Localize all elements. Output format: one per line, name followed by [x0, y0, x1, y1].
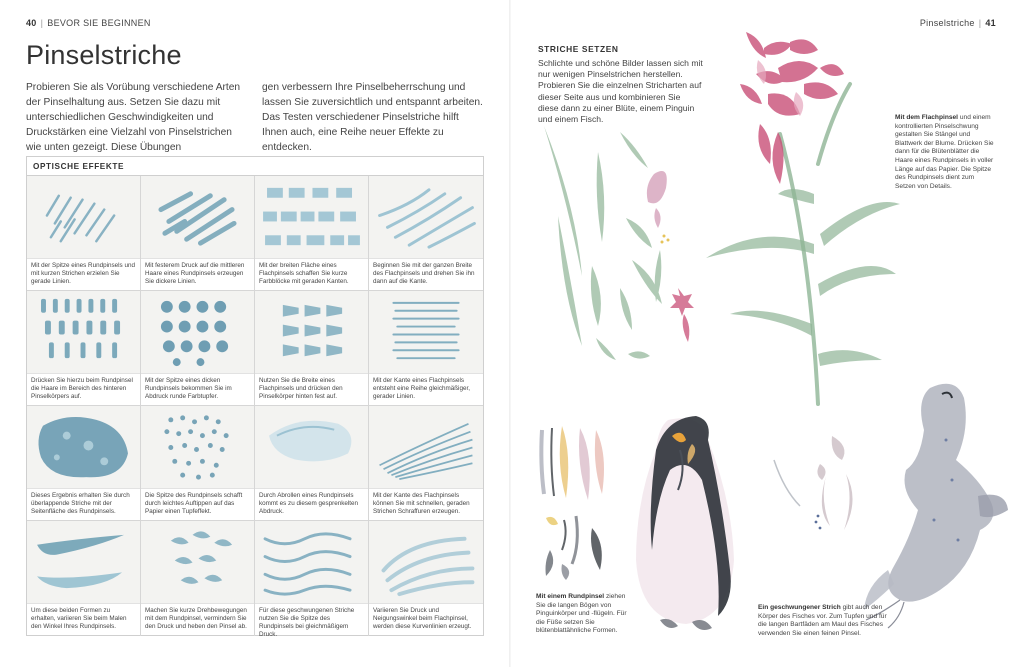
- flower-note-text: und einem kontrollierten Pinselschwung gestalten Sie Stängel und Blattwerk der Blume. Drücken Sie dann für die Blütenblätter die Haare eines Rundpinsels in voller Länge auf das Papier. Die Spitze des Rundpinsels dient zum Setzen von Details.: [895, 114, 994, 190]
- effect-cell: [369, 521, 483, 636]
- effect-cell: [141, 521, 255, 636]
- effect-caption: Mit der Spitze eines dicken Rundpinsels bekommen Sie im Abdruck runde Farbtupfer.: [145, 377, 232, 400]
- right-page-number: 41: [985, 18, 996, 28]
- effect-caption: Dieses Ergebnis erhalten Sie durch überlappende Striche mit der Seitenfläche des Rundpinsels.: [31, 492, 130, 515]
- effect-caption: Machen Sie kurze Drehbewegungen mit dem Rundpinsel, vermindern Sie den Druck und heben den Pinsel ab.: [145, 607, 247, 630]
- penguin-illustration: [626, 410, 746, 638]
- page-title: Pinselstriche: [26, 40, 182, 70]
- effect-cell: [141, 291, 255, 406]
- effect-cell: [369, 176, 483, 291]
- effect-caption: Nutzen Sie die Breite eines Flachpinsels und drücken den Pinselkörper hinten fest auf.: [259, 377, 343, 400]
- fish-note: [758, 604, 888, 638]
- fish-note-bold: Ein geschwungener Strich: [758, 604, 841, 611]
- intro-column-1: Probieren Sie als Vorübung verschiedene Arten der Pinselhaltung aus. Setzen Sie dazu mit unterschiedlichen Geschwindigkeiten und Druckstärken eine Vielzahl von Pinselstrichen wie unten gezeigt. Diese Übungen: [26, 82, 241, 153]
- stroke-swatch: [369, 406, 483, 489]
- right-folio: Pinselstriche | 41: [919, 18, 996, 28]
- effect-cell: [27, 176, 141, 291]
- intro-column-2: gen verbessern Ihre Pinselbeherrschung und lassen Sie zuversichtlich und entspannt arbeiten. Das Testen verschiedener Pinselstriche hilft Ihnen auch, eine Reihe neuer Effekte zu entdecken.: [262, 82, 483, 153]
- effect-caption: Variieren Sie Druck und Neigungswinkel beim Flachpinsel, werden diese Kurvenlinien erzeugt.: [373, 607, 472, 630]
- stroke-swatch: [27, 291, 140, 374]
- penguin-note-bold: Mit einem Rundpinsel: [536, 593, 605, 600]
- effect-cell: [255, 521, 369, 636]
- fish-note-text: gibt auch den Körper des Fisches vor. Zum Tupfen und für die langen Bartfäden am Maul des Fisches verwenden Sie einen feinen Pinsel.: [758, 604, 887, 637]
- effect-caption: Um diese beiden Formen zu erhalten, variieren Sie beim Malen den Winkel Ihres Rundpinsels.: [31, 607, 127, 630]
- leaf-strokes-illustration: [536, 116, 696, 386]
- penguin-stroke-samples: [536, 424, 626, 584]
- effect-cell: [255, 291, 369, 406]
- stroke-swatch: [27, 176, 140, 259]
- flower-illustration: [700, 24, 900, 424]
- effect-cell: [369, 406, 483, 521]
- effect-caption: Drücken Sie hierzu beim Rundpinsel die Haare im Bereich des hinteren Pinselkörpers auf.: [31, 377, 133, 400]
- effect-cell: [27, 291, 141, 406]
- stroke-swatch: [369, 176, 483, 259]
- effect-caption: Beginnen Sie mit der ganzen Breite des Flachpinsels und drehen Sie ihn dann auf die Kante.: [373, 262, 475, 285]
- stroke-swatch: [255, 176, 368, 259]
- optical-effects-heading: OPTISCHE EFFEKTE: [27, 157, 483, 176]
- stroke-swatch: [141, 521, 254, 604]
- strokes-intro: Schlichte und schöne Bilder lassen sich mit nur wenigen Pinselstrichen herstellen. Probieren Sie die einzelnen Stricharten auf dieser Seite aus und kombinieren Sie diese dann zu einer Blüte, einem Pinguin und einem Fisch.: [538, 58, 703, 125]
- effect-cell: [255, 176, 369, 291]
- right-section-name: Pinselstriche: [919, 18, 975, 28]
- effect-caption: Mit der Kante eines Flachpinsels entsteht eine Reihe gleichmäßiger, gerader Linien.: [373, 377, 470, 400]
- fish-illustration: [860, 370, 1010, 630]
- effect-cell: [369, 291, 483, 406]
- effect-cell: [141, 406, 255, 521]
- flower-note: [895, 114, 995, 191]
- effect-caption: Für diese geschwungenen Striche nutzen Sie die Spitze des Rundpinsels bei gleichmäßigem Druck.: [259, 607, 355, 638]
- optical-effects-panel: [26, 156, 484, 636]
- stroke-swatch: [369, 291, 483, 374]
- strokes-heading: STRICHE SETZEN: [538, 44, 619, 54]
- effect-caption: Die Spitze des Rundpinsels schafft durch leichtes Auftippen auf das Papier einen Tupfeffekt.: [145, 492, 243, 515]
- stroke-swatch: [141, 406, 254, 489]
- effect-caption: Mit festerem Druck auf die mittleren Haare eines Rundpinsels erzeugen Sie dickere Linien.: [145, 262, 245, 285]
- stroke-swatch: [369, 521, 483, 604]
- stroke-swatch: [27, 521, 140, 604]
- left-page-number: 40: [26, 18, 37, 28]
- stroke-swatch: [255, 406, 368, 489]
- flower-note-bold: Mit dem Flachpinsel: [895, 114, 959, 121]
- stroke-swatch: [141, 291, 254, 374]
- effect-caption: Durch Abrollen eines Rundpinsels kommt es zu diesem gesprenkelten Abdruck.: [259, 492, 359, 515]
- penguin-note-text: ziehen Sie die langen Bögen von Pinguinkörper und -flügeln. Für die Füße setzen Sie blütenblattähnliche Formen.: [536, 593, 627, 635]
- effect-caption: Mit der Kante des Flachpinsels können Sie mit schnellen, geraden Strichen Schraffuren erzeugen.: [373, 492, 470, 515]
- effect-caption: Mit der Spitze eines Rundpinsels und mit kurzen Strichen erzielen Sie gerade Linien.: [31, 262, 135, 285]
- stroke-swatch: [141, 176, 254, 259]
- left-section-name: BEVOR SIE BEGINNEN: [47, 18, 151, 28]
- effect-caption: Mit der breiten Fläche eines Flachpinsels schaffen Sie kurze Farbblöcke mit geraden Kanten.: [259, 262, 349, 285]
- effect-cell: [141, 176, 255, 291]
- effect-cell: [27, 406, 141, 521]
- penguin-note: [536, 593, 636, 636]
- effect-cell: [255, 406, 369, 521]
- left-folio: 40 | BEVOR SIE BEGINNEN: [26, 18, 151, 28]
- fish-stroke-samples: [770, 420, 860, 540]
- stroke-swatch: [27, 406, 140, 489]
- stroke-swatch: [255, 521, 368, 604]
- effects-grid: [27, 176, 483, 636]
- stroke-swatch: [255, 291, 368, 374]
- effect-cell: [27, 521, 141, 636]
